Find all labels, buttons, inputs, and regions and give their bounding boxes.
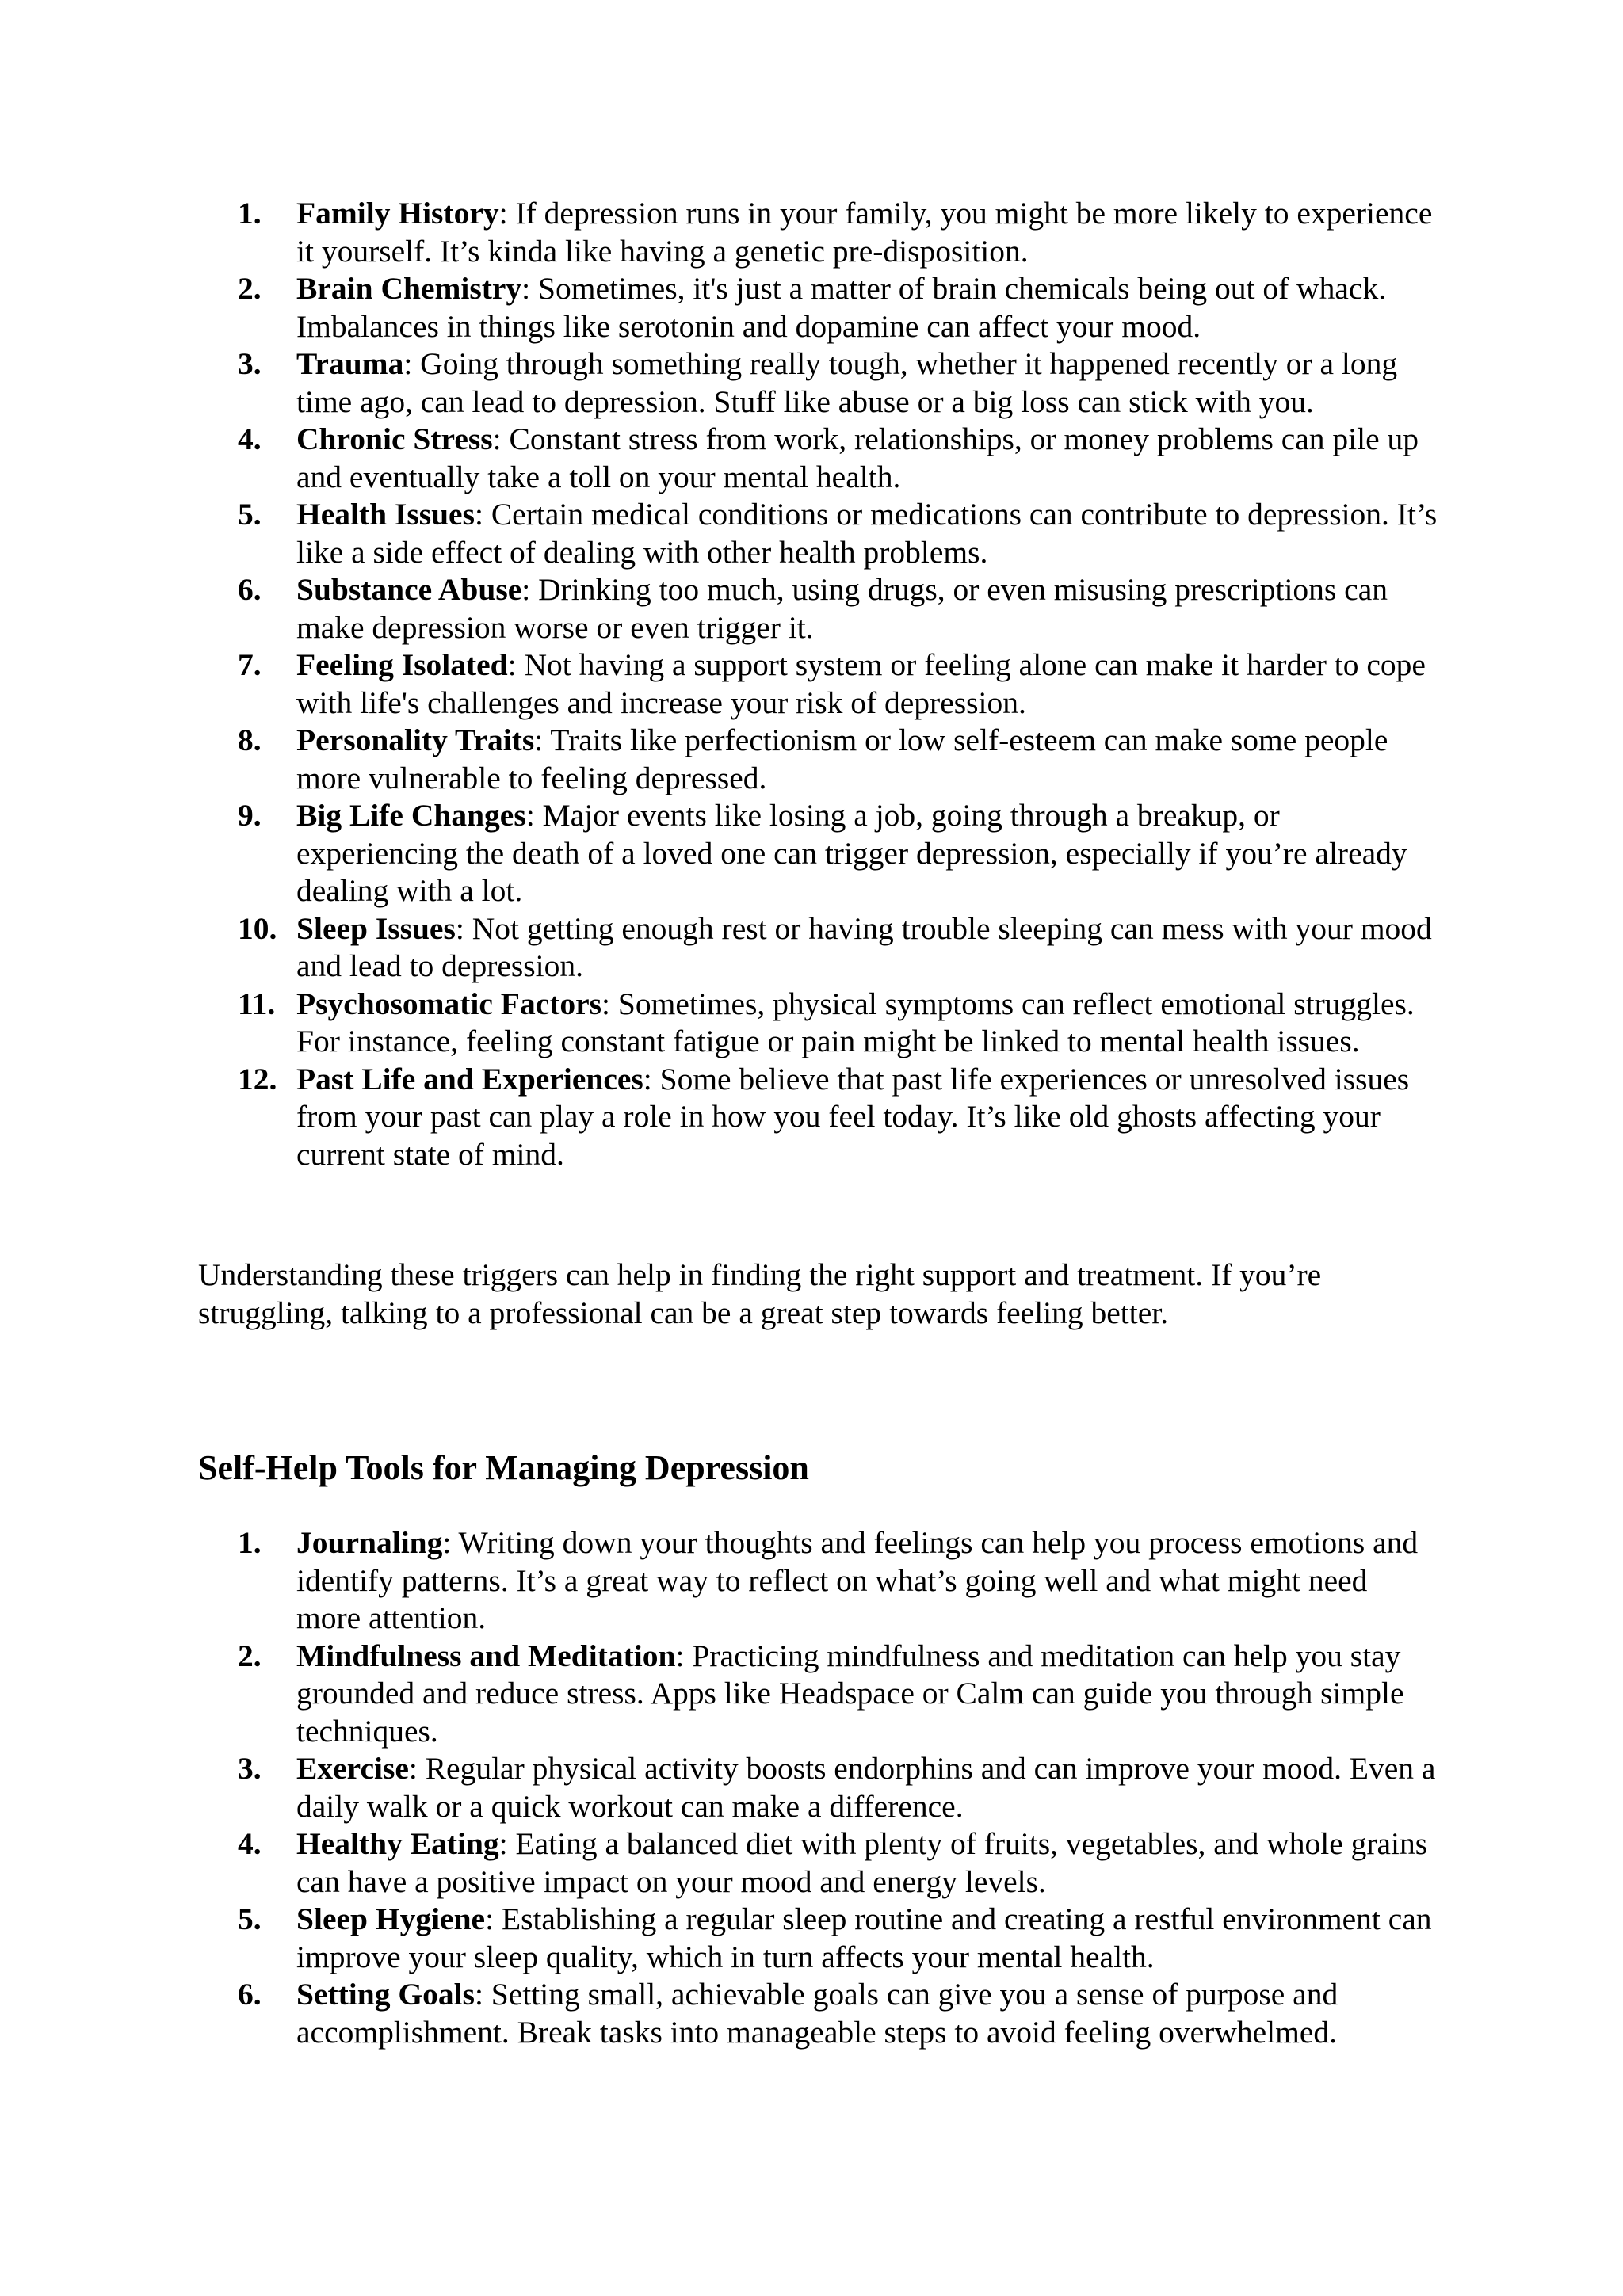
list-item xyxy=(0,1524,1438,1638)
list-item xyxy=(0,1061,1438,1174)
list-item xyxy=(0,986,1438,1061)
depression-causes-list xyxy=(0,195,1623,1173)
item-description: : Sometimes, physical symptoms can reflect emotional struggles. For instance, feeling constant fatigue or pain might be linked to mental health issues. xyxy=(296,986,1415,1058)
item-description: : If depression runs in your family, you might be more likely to experience it yourself. It’s kinda like having a genetic pre-disposition. xyxy=(296,196,1433,269)
item-term: Mindfulness and Meditation xyxy=(296,1638,676,1673)
list-item xyxy=(0,195,1438,270)
item-number: 7. xyxy=(238,647,262,682)
list-item xyxy=(0,1976,1438,2051)
item-number: 4. xyxy=(238,1826,262,1861)
item-term: Brain Chemistry xyxy=(296,271,522,306)
item-description: : Eating a balanced diet with plenty of fruits, vegetables, and whole grains can have a positive impact on your mood and energy levels. xyxy=(296,1826,1428,1899)
item-term: Chronic Stress xyxy=(296,421,493,456)
item-description: : Certain medical conditions or medications can contribute to depression. It’s like a side effect of dealing with other health problems. xyxy=(296,497,1438,570)
item-description: : Writing down your thoughts and feelings can help you process emotions and identify patterns. It’s a great way to reflect on what’s going well and what might need more attention. xyxy=(296,1525,1419,1635)
item-description: : Practicing mindfulness and meditation can help you stay grounded and reduce stress. Apps like Headspace or Calm can guide you through simple techniques. xyxy=(296,1638,1404,1749)
item-number: 6. xyxy=(238,1977,262,2012)
item-term: Personality Traits xyxy=(296,723,535,757)
item-description: : Establishing a regular sleep routine and creating a restful environment can improve your sleep quality, which in turn affects your mental health. xyxy=(296,1901,1432,1974)
list-item xyxy=(0,910,1438,986)
item-term: Past Life and Experiences xyxy=(296,1061,643,1097)
item-number: 6. xyxy=(238,572,262,607)
item-term: Feeling Isolated xyxy=(296,647,508,682)
item-description: : Sometimes, it's just a matter of brain chemicals being out of whack. Imbalances in things like serotonin and dopamine can affect your mood. xyxy=(296,271,1387,344)
summary-paragraph: Understanding these triggers can help in finding the right support and treatment. If you’re struggling, talking to a professional can be a great step towards feeling better. xyxy=(198,1257,1322,1330)
item-number: 3. xyxy=(238,1751,262,1786)
item-description: : Going through something really tough, whether it happened recently or a long time ago, can lead to depression. Stuff like abuse or a big loss can stick with you. xyxy=(296,346,1398,419)
item-number: 5. xyxy=(238,497,262,532)
item-number: 3. xyxy=(238,346,262,381)
item-description: : Some believe that past life experiences or unresolved issues from your past can play a role in how you feel today. It’s like old ghosts affecting your current state of mind. xyxy=(296,1061,1410,1172)
item-number: 10. xyxy=(238,910,277,946)
self-help-tools-list xyxy=(0,1524,1623,2051)
list-item xyxy=(0,421,1438,496)
item-term: Substance Abuse xyxy=(296,572,522,607)
item-number: 9. xyxy=(238,798,262,833)
item-description: : Major events like losing a job, going through a breakup, or experiencing the death of a loved one can trigger depression, especially if you’re already dealing with a lot. xyxy=(296,798,1407,908)
item-term: Setting Goals xyxy=(296,1977,475,2012)
item-description: : Traits like perfectionism or low self-esteem can make some people more vulnerable to feeling depressed. xyxy=(296,723,1388,795)
item-number: 1. xyxy=(238,1525,262,1560)
item-number: 2. xyxy=(238,271,262,306)
item-number: 4. xyxy=(238,421,262,456)
item-term: Sleep Issues xyxy=(296,910,456,946)
item-term: Health Issues xyxy=(296,497,475,532)
item-number: 11. xyxy=(238,986,276,1021)
item-description: : Drinking too much, using drugs, or even misusing prescriptions can make depression worse or even trigger it. xyxy=(296,572,1388,645)
item-description: : Not having a support system or feeling alone can make it harder to cope with life's challenges and increase your risk of depression. xyxy=(296,647,1426,720)
list-item xyxy=(0,571,1438,646)
item-number: 1. xyxy=(238,196,262,231)
section-heading: Self-Help Tools for Managing Depression xyxy=(198,1448,809,1487)
list-item xyxy=(0,496,1438,571)
item-description: : Constant stress from work, relationships, or money problems can pile up and eventually take a toll on your mental health. xyxy=(296,421,1419,494)
item-term: Sleep Hygiene xyxy=(296,1901,486,1936)
list-item xyxy=(0,1825,1438,1901)
item-term: Exercise xyxy=(296,1751,409,1786)
list-item xyxy=(0,646,1438,722)
list-item xyxy=(0,797,1438,910)
item-number: 8. xyxy=(238,723,262,757)
item-description: : Not getting enough rest or having trouble sleeping can mess with your mood and lead to depression. xyxy=(296,910,1432,983)
item-term: Journaling xyxy=(296,1525,443,1560)
list-item xyxy=(0,1901,1438,1976)
list-item xyxy=(0,1638,1438,1751)
list-item xyxy=(0,345,1438,421)
item-number: 2. xyxy=(238,1638,262,1673)
list-item xyxy=(0,1750,1438,1825)
list-item xyxy=(0,722,1438,797)
list-item xyxy=(0,270,1438,345)
item-term: Healthy Eating xyxy=(296,1826,499,1861)
item-term: Psychosomatic Factors xyxy=(296,986,602,1021)
item-number: 12. xyxy=(238,1061,277,1097)
item-term: Family History xyxy=(296,196,499,231)
item-term: Big Life Changes xyxy=(296,798,526,833)
item-description: : Regular physical activity boosts endorphins and can improve your mood. Even a daily walk or a quick workout can make a difference. xyxy=(296,1751,1436,1824)
item-number: 5. xyxy=(238,1901,262,1936)
item-description: : Setting small, achievable goals can give you a sense of purpose and accomplishment. Break tasks into manageable steps to avoid feeling overwhelmed. xyxy=(296,1977,1338,2050)
item-term: Trauma xyxy=(296,346,404,381)
